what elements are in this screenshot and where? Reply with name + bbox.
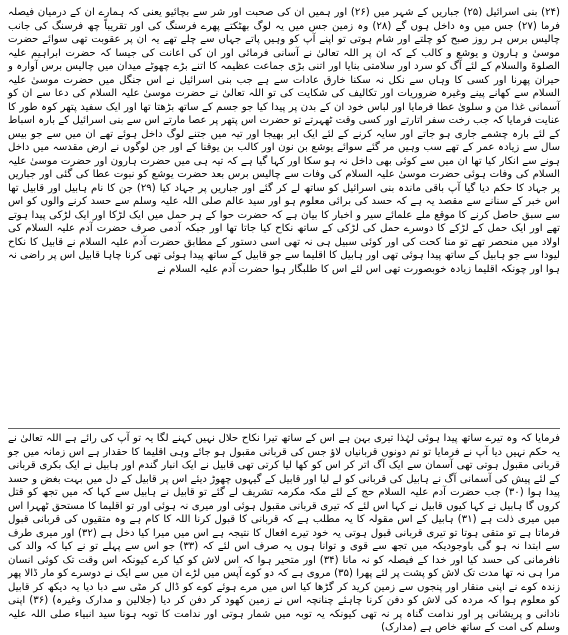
commentary-block-1: (۲۴) بنی اسرائیل (۲۵) جباریں کے شہر میں (۲۶) اور ہمیں ان کی صحبت اور شر سے بچائیو یعنی کہ ہمارے ان کے درمیان فیصلہ فرما (۲۷) جس میں وہ داخل ہوں گے (۲۸) وہ زمین جس میں یہ لوگ بھٹکتے پھرے فرسنگ کی اور تقریباً چھ فرسنگ کی جانب چالیس برس ہر روز صبح کو چلتے اور شام ہوتی تو اپنے آپ کو وہیں پاتے جہاں سے چلے تھے یہ ان پر عقوبت تھی سوائے حضرت موسیٰ و ہارون و یوشع و کالب کے کہ ان پر اللہ تعالیٰ نے آسانی فرمائی اور ان کی اعانت کی جیسا کہ حضرت ابراہیم علیہ الصلوۃ والسلام کے لئے آگ کو سرد اور سلامتی بنایا اور اتنی بڑی جماعت عظیمہ کا اتنے بڑے چھوٹے میدان میں چالیس برس آوارہ و حیران پھرنا اور کسی کا وہاں سے نکل نہ سکنا خارق عادات سے ہے جب بنی اسرائیل نے اس جنگل میں حضرت موسیٰ علیہ السلام سے کھانے پینے وغیرہ ضروریات اور تکالیف کی شکایت کی تو اللہ تعالیٰ نے حضرت موسیٰ علیہ السلام کی دعا سے ان کو آسمانی غذا من و سلویٰ عطا فرمایا اور لباس خود ان کے بدن پر پیدا کیا جو جسم کے ساتھ بڑھتا تھا اور ایک سفید پتھر کوہ طور کا عنایت فرمایا کہ جب رخت سفر اتارتے اور کسی وقت ٹھہرتے تو حضرت اس پتھر پر عصا مارتے اس سے بنی اسرائیل کے بارہ اسباط کے لئے بارہ چشمے جاری ہو جاتے اور سایہ کرنے کے لئے ایک ابر بھیجا اور تیہ میں جتنے لوگ داخل ہوئے تھے ان میں سے جو بیس سال سے زیادہ عمر کے تھے سب وہیں مر گئے سوائے یوشع بن نون اور کالب بن یوقنا کے اور جن لوگوں نے ارض مقدسہ میں داخل ہونے سے انکار کیا تھا ان میں سے کوئی بھی داخل نہ ہو سکا اور کہا گیا ہے کہ تیہ ہی میں حضرت ہارون اور حضرت موسیٰ علیہ السلام کی وفات ہوئی حضرت موسیٰ علیہ السلام کی وفات سے چالیس برس بعد حضرت یوشع کو نبوت عطا کی گئی اور جباریں پر جہاد کا حکم دیا گیا آپ باقی ماندہ بنی اسرائیل کو ساتھ لے کر گئے اور جباریں پر جہاد کیا (۲۹) جن کا نام ہابیل اور قابیل تھا اس خبر کے سنانے سے مقصد یہ ہے کہ حسد کی برائی معلوم ہو اور سید عالم صلی اللہ علیہ وسلم سے حسد کرنے والوں کو اس سے سبق حاصل کرنے کا موقع ملے علمائے سیر و اخبار کا بیان ہے کہ حضرت حوا کے ہر حمل میں ایک لڑکا اور ایک لڑکی پیدا ہوتے تھے اور ایک حمل کے لڑکے کا دوسرے حمل کی لڑکی کے ساتھ نکاح کیا جاتا تھا اور جبکہ آدمی صرف حضرت آدم علیہ السلام کی اولاد میں منحصر تھے تو منا کحت کی اور کوئی سبیل ہی نہ تھی اسی دستور کے مطابق حضرت آدم علیہ السلام نے قابیل کا نکاح لیودا سے جو ہابیل کے ساتھ پیدا ہوئی تھی اور ہابیل کا اقلیما سے جو قابیل کے ساتھ پیدا ہوئی تھی کرنا چاہا قابیل اس پر راضی نہ ہوا اور چونکہ اقلیما زیادہ خوبصورت تھی اس لئے اس کا طلبگار ہوا حضرت آدم علیہ السلام نے	[8, 7, 561, 275]
section-divider	[8, 428, 560, 429]
commentary-page	[8, 6, 561, 633]
commentary-block-2: فرمایا کہ وہ تیرے ساتھ پیدا ہوئی لہٰذا تیری بہن ہے اس کے ساتھ تیرا نکاح حلال نہیں کہنے لگا یہ تو آپ کی رائے ہے اللہ تعالیٰ نے یہ حکم نہیں دیا آپ نے فرمایا تو تم دونوں قربانیاں لاؤ جس کی قربانی مقبول ہو جائے وہی اقلیما کا حقدار ہے اس زمانہ میں جو قربانی مقبول ہوتی تھی آسمان سے ایک آگ اتر کر اس کو کھا لیا کرتی تھی قابیل نے ایک انبار گندم اور ہابیل نے ایک بکری قربانی کے لئے پیش کی آسمانی آگ نے ہابیل کی قربانی کو لے لیا اور قابیل کے گیہوں چھوڑ دیئے اس پر قابیل کے دل میں بہت بغض و حسد پیدا ہوا (۳۰) جب حضرت آدم علیہ السلام حج کے لئے مکہ مکرمہ تشریف لے گئے تو قابیل نے ہابیل سے کہا کہ میں تجھ کو قتل کروں گا ہابیل نے کہا کیوں قابیل نے کہا اس لئے کہ تیری قربانی مقبول ہوئی اور میری نہ ہوئی اور تو اقلیما کا مستحق ٹھہرا اس میں میری ذلت ہے (۳۱) ہابیل کے اس مقولہ کا یہ مطلب ہے کہ قربانی کا قبول کرنا اللہ کا کام ہے وہ متقیوں کی قربانی قبول فرماتا ہے تو متقی ہوتا تو تیری قربانی قبول ہوتی یہ خود تیرے افعال کا نتیجہ ہے اس میں میرا کیا دخل ہے (۳۲) اور میری طرف سے ابتدا نہ ہو گی باوجودیکہ میں تجھ سے قوی و توانا ہوں یہ صرف اس لئے کہ (۳۳) جو اس سے پہلے تو نے کیا کہ والد کی نافرمانی کی حسد کیا اور خدا کے فیصلہ کو نہ مانا (۳۴) اور متحیر ہوا کہ اس لاش کو کیا کرے کیونکہ اس وقت تک کوئی انسان مرا ہی نہ تھا مدت تک لاش کو پشت پر لئے پھرا (۳۵) مروی ہے کہ دو کوے آپس میں لڑے ان میں سے ایک نے دوسرے کو مار ڈالا پھر زندہ کوے نے اپنی منقار اور پنجوں سے زمین کرید کر گڑھا کیا اس میں مرے ہوئے کوے کو ڈال کر مٹی سے دبا دیا یہ دیکھ کر قابیل کو معلوم ہوا کہ مردہ کی لاش کو دفن کرنا چاہئے چنانچہ اس نے زمین کھود کر دفن کر دیا (جلالین و مدارک وغیرہ) (۳۶) اپنی نادانی و پریشانی پر اور ندامت گناہ پر نہ تھی کیونکہ یہ توبہ میں شمار ہوتی اور ندامت کا توبہ ہونا سید انبیاء صلی اللہ علیہ وسلم کی امت کے ساتھ خاص ہے (مدارک)	[8, 433, 561, 633]
